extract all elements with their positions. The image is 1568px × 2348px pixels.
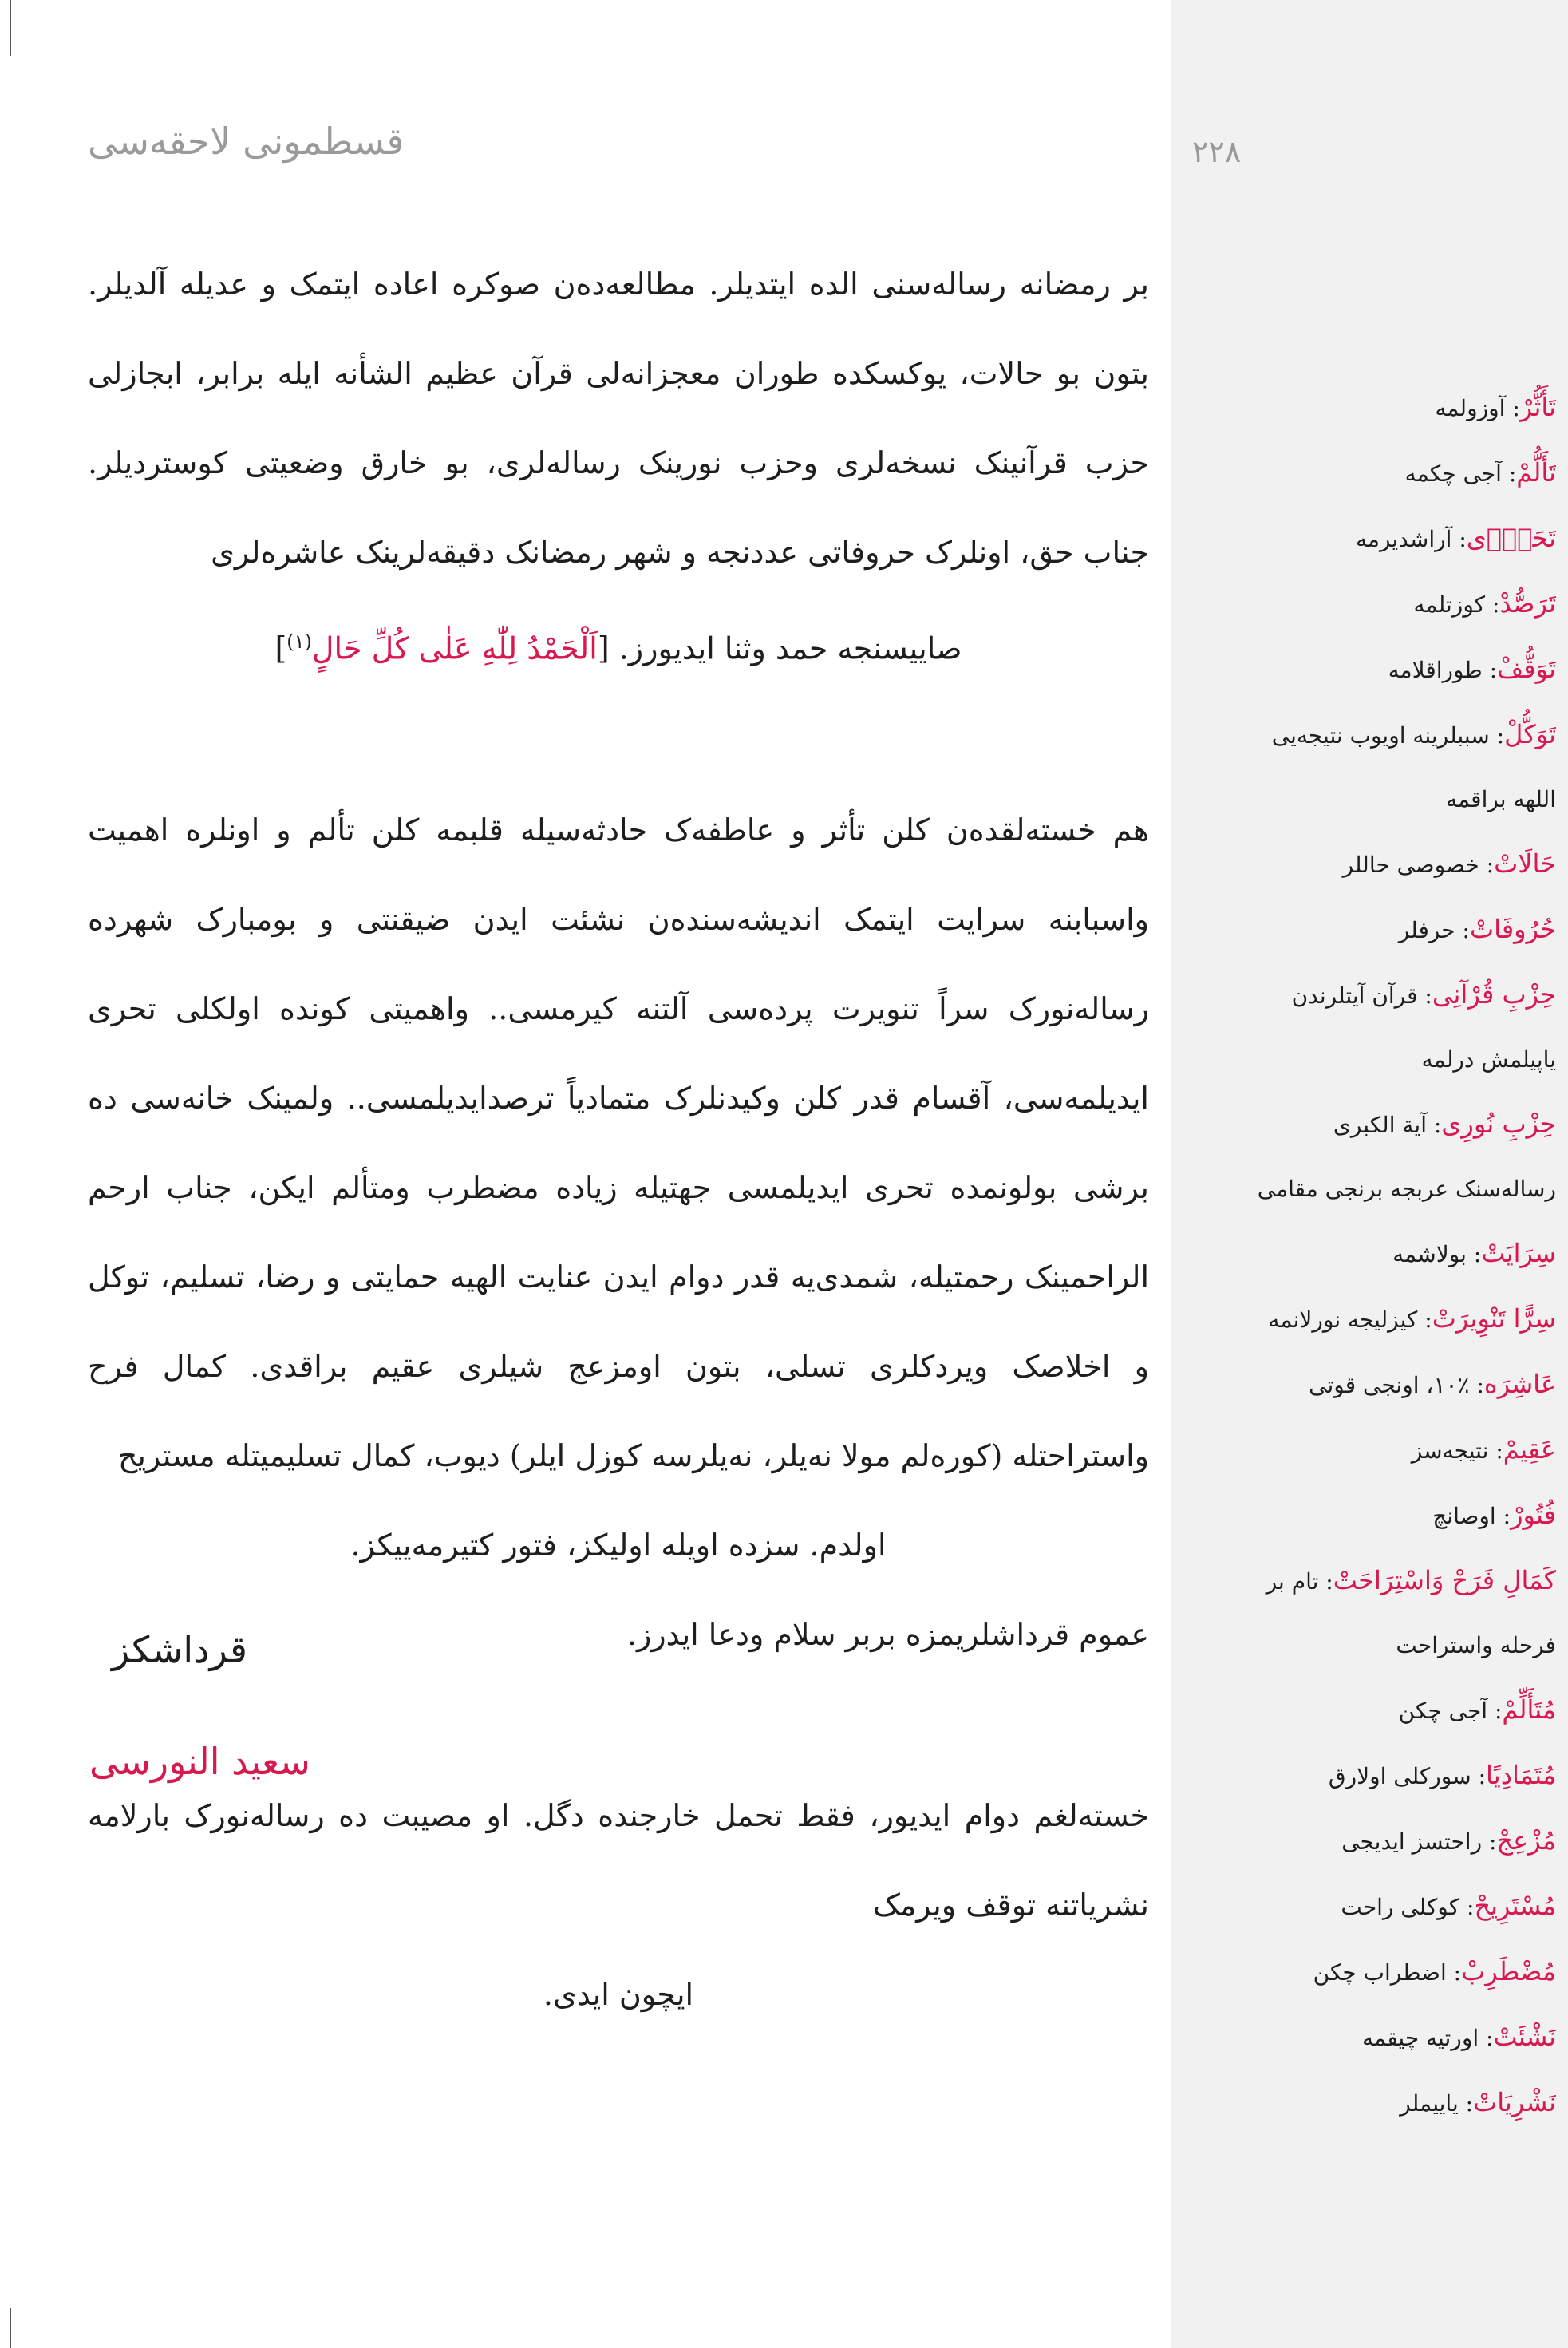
glossary-definition: تام بر bbox=[1266, 1568, 1319, 1595]
glossary-colon: : bbox=[1471, 1763, 1487, 1789]
signature-name: سعید النورسی bbox=[89, 1740, 310, 1783]
glossary-term: سِرًّا تَنْوِيرَتْ bbox=[1432, 1303, 1556, 1334]
glossary-entry bbox=[1197, 1352, 1556, 1417]
glossary-colon: : bbox=[1451, 526, 1467, 552]
glossary-entry bbox=[1197, 1028, 1556, 1092]
glossary-term: حَالَاتْ bbox=[1494, 848, 1556, 879]
glossary-definition: ٪۱۰، اونجی قوتی bbox=[1309, 1372, 1470, 1398]
glossary-definition: خصوصی حاللر bbox=[1342, 852, 1479, 878]
glossary-definition: آوزولمه bbox=[1435, 395, 1506, 421]
glossary-colon: : bbox=[1479, 2025, 1494, 2051]
glossary-entry bbox=[1197, 768, 1556, 832]
glossary-definition: اورتیه چیقمه bbox=[1362, 2025, 1479, 2051]
glossary-entry bbox=[1197, 2005, 1556, 2070]
glossary-definition: اوصانچ bbox=[1432, 1503, 1496, 1529]
glossary-colon: : bbox=[1482, 1828, 1497, 1855]
glossary-entry bbox=[1197, 1221, 1556, 1287]
glossary-entry bbox=[1197, 1157, 1556, 1221]
glossary-definition: قرآن آیتلرندن bbox=[1291, 982, 1418, 1009]
glossary-definition: آیة الکبری bbox=[1333, 1112, 1427, 1138]
glossary-colon: : bbox=[1318, 1568, 1333, 1595]
glossary-list bbox=[1197, 375, 1556, 2136]
glossary-definition: سببلرینه اویوب نتیجه‌یی bbox=[1271, 722, 1490, 749]
glossary-colon: : bbox=[1501, 461, 1517, 487]
paragraph-1-end bbox=[88, 597, 1149, 694]
glossary-colon: : bbox=[1482, 657, 1498, 683]
glossary-entry bbox=[1197, 375, 1556, 441]
signoff: قرداشکز bbox=[112, 1628, 247, 1671]
glossary-entry bbox=[1197, 1939, 1556, 2005]
paragraph-3-text: عموم قرداشلریمزه بربر سلام ودعا ایدرز. bbox=[626, 1616, 1149, 1652]
glossary-term: تَأَلُّمْ bbox=[1516, 457, 1556, 488]
glossary-entry bbox=[1197, 2070, 1556, 2136]
glossary-colon: : bbox=[1495, 1503, 1511, 1529]
glossary-entry bbox=[1197, 1614, 1556, 1678]
glossary-definition: رساله‌سنک عربجه برنجی مقامی bbox=[1257, 1176, 1556, 1202]
glossary-definition: کوزتلمه bbox=[1413, 591, 1486, 618]
glossary-entry bbox=[1197, 832, 1556, 897]
glossary-definition: یاییملر bbox=[1400, 2090, 1459, 2117]
glossary-colon: : bbox=[1417, 982, 1432, 1009]
glossary-term: حِزْبِ نُورِى bbox=[1441, 1109, 1556, 1139]
arabic-quote: اَلْحَمْدُ لِلّٰهِ عَلٰى كُلِّ حَالٍ bbox=[311, 630, 598, 666]
glossary-entry bbox=[1197, 506, 1556, 571]
glossary-colon: : bbox=[1459, 1894, 1475, 1920]
glossary-term: تَرَصُّدْ bbox=[1499, 588, 1556, 619]
glossary-colon: : bbox=[1455, 917, 1470, 943]
glossary-definition: سورکلی اولارق bbox=[1328, 1763, 1471, 1789]
glossary-definition: آجی چکن bbox=[1398, 1698, 1488, 1724]
glossary-entry bbox=[1197, 637, 1556, 702]
glossary-entry bbox=[1197, 1483, 1556, 1548]
glossary-colon: : bbox=[1505, 395, 1520, 421]
glossary-entry bbox=[1197, 702, 1556, 768]
glossary-entry bbox=[1197, 1548, 1556, 1614]
paragraph-4-text: خسته‌لغم دوام ایدیور، فقط تحمل خارجنده دگل. او مصیبت ده رساله‌نورک بارلامه نشریاتنه توقف ویرمک bbox=[88, 1797, 1149, 1923]
glossary-definition: بولاشمه bbox=[1392, 1241, 1467, 1267]
glossary-entry bbox=[1197, 1092, 1556, 1157]
paragraph-4 bbox=[88, 1771, 1149, 1950]
glossary-entry bbox=[1197, 1874, 1556, 1939]
glossary-definition: کوکلی راحت bbox=[1341, 1894, 1460, 1920]
glossary-definition: کیزلیجه نورلانمه bbox=[1268, 1306, 1418, 1333]
paragraph-gap bbox=[88, 694, 1149, 785]
paragraph-4-end-text: ایچون ایدی. bbox=[543, 1976, 694, 2012]
glossary-definition: حرفلر bbox=[1398, 917, 1455, 943]
glossary-definition: اللهه براقمه bbox=[1445, 786, 1556, 812]
running-title: قسطمونی لاحقه‌سی bbox=[88, 120, 405, 163]
glossary-definition: راحتسز ایدیجی bbox=[1341, 1828, 1483, 1855]
glossary-term: مُضْطَرِبْ bbox=[1461, 1956, 1556, 1986]
glossary-colon: : bbox=[1487, 1698, 1503, 1724]
glossary-term: مُزْعِجْ bbox=[1496, 1825, 1556, 1856]
glossary-definition: آراشدیرمه bbox=[1355, 526, 1452, 552]
glossary-term: كَمَالِ فَرَحْ وَاسْتِرَاحَتْ bbox=[1333, 1565, 1556, 1595]
glossary-entry bbox=[1197, 1287, 1556, 1352]
glossary-term: نَشْرِيَاتْ bbox=[1473, 2087, 1556, 2117]
glossary-term: حُرُوفَاتْ bbox=[1469, 914, 1556, 944]
glossary-entry bbox=[1197, 571, 1556, 637]
glossary-term: نَشْئَتْ bbox=[1493, 2022, 1556, 2052]
glossary-colon: : bbox=[1466, 1241, 1482, 1267]
glossary-colon: : bbox=[1446, 1959, 1462, 1986]
paragraph-2-text: هم خسته‌لقده‌ن کلن تأثر و عاطفه‌ک حادثه‌سیله قلبمه کلن تألم و اونلره اهمیت واسبابنه سرایت ایتمک اندیشه‌سنده‌ن نشئت ایدن ضیقنتی و بومبارک شهرده رساله‌نورک سراً تنویرت پرده‌سی آلتنه کیرمسی.. واهمیتی کونده اولکلی تحری ایدیلمه‌سی، آقسام قدر کلن وکیدنلرک متمادیاً ترصدایدیلمسی.. ولمینک خانه‌سی ده برشی بولونمده تحری ایدیلمسی جهتیله زیاده مضطرب ومتألم ایکن، جناب ارحم الراحمینک رحمتیله، شمدی‌یه قدر دوام ایدن عنایت الهیه حمایتی و رضا، تسلیم، توکل و اخلاصک ویردکلری تسلی، بتون اومزعج شیلری عقیم براقدی. کمال فرح واستراحتله (کوره‌لم مولا نه‌یلر، نه‌یلرسه کوزل ایلر) دیوب، کمال تسلیمیتله مستریح bbox=[88, 812, 1149, 1473]
glossary-entry bbox=[1197, 1808, 1556, 1874]
glossary-term: تَوَقُّفْ bbox=[1497, 654, 1556, 684]
glossary-term: حِزْبِ قُرْآنِى bbox=[1432, 979, 1556, 1010]
glossary-colon: : bbox=[1485, 591, 1500, 618]
glossary-term: سِرَايَتْ bbox=[1481, 1238, 1556, 1268]
close-bracket: ] bbox=[274, 630, 287, 666]
glossary-term: تَوَكُّلْ bbox=[1504, 719, 1556, 749]
glossary-term: عَاشِرَه bbox=[1483, 1369, 1556, 1399]
glossary-entry bbox=[1197, 963, 1556, 1028]
glossary-colon: : bbox=[1458, 2090, 1474, 2117]
glossary-term: تَحَرّٖى bbox=[1466, 523, 1556, 553]
paragraph-2 bbox=[88, 785, 1149, 1500]
glossary-entry bbox=[1197, 1417, 1556, 1483]
glossary-term: مُتَأَلِّمْ bbox=[1502, 1694, 1556, 1725]
glossary-definition: طوراقلامه bbox=[1388, 657, 1483, 683]
glossary-entry bbox=[1197, 1743, 1556, 1808]
glossary-colon: : bbox=[1489, 722, 1505, 749]
glossary-term: عَقِيمْ bbox=[1503, 1434, 1556, 1465]
page-number: ۲۲۸ bbox=[1192, 134, 1242, 169]
glossary-colon: : bbox=[1426, 1112, 1442, 1138]
glossary-term: مُسْتَرِيحْ bbox=[1474, 1891, 1556, 1921]
glossary-entry bbox=[1197, 1678, 1556, 1743]
glossary-definition: فرحله واستراحت bbox=[1396, 1632, 1556, 1658]
paragraph-4-end bbox=[88, 1950, 1149, 2039]
glossary-colon: : bbox=[1469, 1372, 1484, 1398]
glossary-colon: : bbox=[1417, 1306, 1432, 1333]
glossary-definition: نتیجه‌سز bbox=[1411, 1437, 1489, 1464]
paragraph-1-end-text: صاییسنجه حمد وثنا ایدیورز. [ bbox=[597, 630, 962, 666]
glossary-colon: : bbox=[1479, 852, 1495, 878]
paragraph-1 bbox=[88, 239, 1149, 597]
crop-mark-bottom bbox=[0, 2308, 11, 2348]
crop-mark-top bbox=[0, 0, 11, 56]
glossary-definition: آجی چکمه bbox=[1404, 461, 1502, 487]
glossary-colon: : bbox=[1488, 1437, 1503, 1464]
glossary-term: تَأَثُّرْ bbox=[1519, 392, 1556, 422]
glossary-entry bbox=[1197, 897, 1556, 963]
paragraph-1-text: بر رمضانه رساله‌سنی الده ایتدیلر. مطالعه‌ده‌ن صوکره اعاده ایتمک و عدیله آلدیلر. بتون بو حالات، یوکسکده طوران معجزانه‌لی قرآن عظیم الشأنه ایله برابر، ابجازلی حزب قرآنینک نسخه‌لری وحزب نورینک رساله‌لری، بو خارق وضعیتی کوستردیلر. جناب حق، اونلرک حروفاتی عددنجه و شهر رمضانک دقیقه‌لرینک عاشره‌لری bbox=[88, 267, 1149, 570]
glossary-term: فُتُورْ bbox=[1511, 1500, 1556, 1530]
glossary-term: مُتَمَادِيًا bbox=[1486, 1760, 1556, 1790]
glossary-definition: اضطراب چکن bbox=[1313, 1959, 1447, 1986]
glossary-entry bbox=[1197, 441, 1556, 506]
footnote-ref[interactable]: (۱) bbox=[286, 630, 312, 653]
glossary-definition: یاپیلمش درلمه bbox=[1421, 1046, 1556, 1073]
paragraph-2-end-text: اولدم. سزده اویله اولیکز، فتور کتیرمه‌ییکز. bbox=[350, 1527, 887, 1563]
paragraph-2-end bbox=[88, 1500, 1149, 1590]
